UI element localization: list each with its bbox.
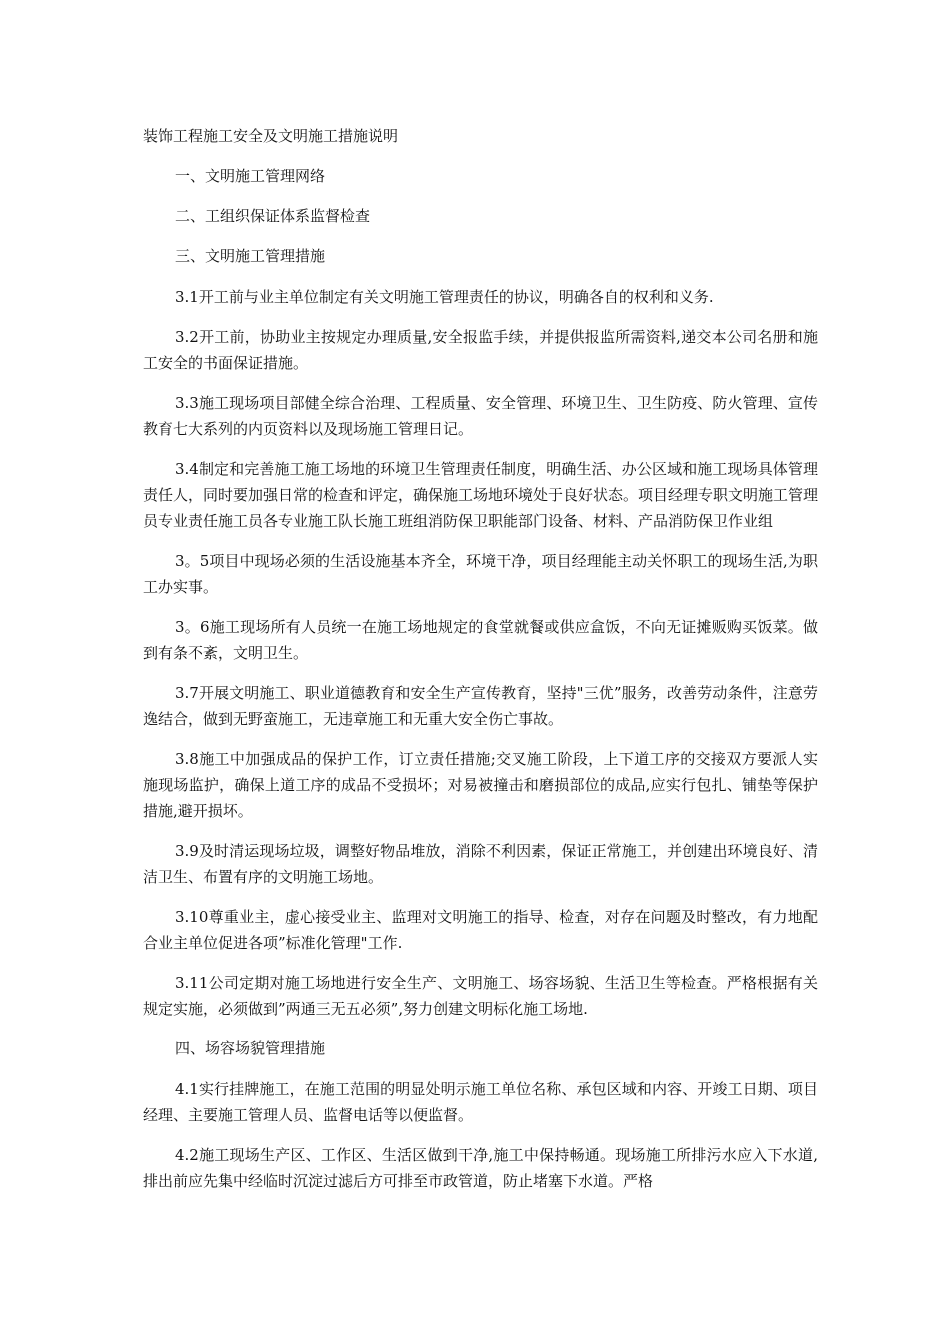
paragraph-4-2: 4.2施工现场生产区、工作区、生活区做到干净,施工中保持畅通。现场施工所排污水应入下水道,排出前应先集中经临时沉淀过滤后方可排至市政管道，防止堵塞下水道。严格 — [143, 1146, 818, 1190]
paragraph-3-4: 3.4制定和完善施工施工场地的环境卫生管理责任制度，明确生活、办公区域和施工现场具体管理责任人，同时要加强日常的检查和评定，确保施工场地环境处于良好状态。项目经理专职文明施工管理员专业责任施工员各专业施工队长施工班组消防保卫职能部门设备、材料、产品消防保卫作业组 — [143, 460, 819, 530]
paragraph-3-8: 3.8施工中加强成品的保护工作，订立责任措施;交叉施工阶段，上下道工序的交接双方要派人实施现场监护，确保上道工序的成品不受损坏；对易被撞击和磨损部位的成品,应实行包扎、铺垫等保护措施,避开损坏。 — [143, 750, 818, 820]
paragraph-3-7: 3.7开展文明施工、职业道德教育和安全生产宣传教育，坚持"三优”服务，改善劳动条件，注意劳逸结合，做到无野蛮施工，无违章施工和无重大安全伤亡事故。 — [143, 684, 818, 728]
paragraph-3-10: 3.10尊重业主，虚心接受业主、监理对文明施工的指导、检查，对存在问题及时整改，有力地配合业主单位促进各项”标准化管理"工作. — [143, 908, 818, 952]
paragraph-3-9: 3.9及时清运现场垃圾，调整好物品堆放，消除不利因素，保证正常施工，并创建出环境良好、清洁卫生、布置有序的文明施工场地。 — [143, 842, 818, 886]
section-heading-3: 三、文明施工管理措施 — [175, 247, 326, 265]
paragraph-3-1: 3.1开工前与业主单位制定有关文明施工管理责任的协议，明确各自的权利和义务. — [175, 288, 714, 306]
section-heading-2: 二、工组织保证体系监督检查 — [175, 207, 371, 225]
section-heading-4: 四、场容场貌管理措施 — [175, 1039, 326, 1057]
paragraph-4-1: 4.1实行挂牌施工，在施工范围的明显处明示施工单位名称、承包区域和内容、开竣工日期、项目经理、主要施工管理人员、监督电话等以便监督。 — [143, 1080, 818, 1124]
paragraph-3-11: 3.11公司定期对施工场地进行安全生产、文明施工、场容场貌、生活卫生等检查。严格根据有关规定实施，必须做到”两通三无五必须”,努力创建文明标化施工场地. — [143, 974, 818, 1018]
paragraph-3-5: 3。5项目中现场必须的生活设施基本齐全，环境干净，项目经理能主动关怀职工的现场生活,为职工办实事。 — [143, 552, 818, 596]
section-heading-1: 一、文明施工管理网络 — [175, 167, 326, 185]
paragraph-3-3: 3.3施工现场项目部健全综合治理、工程质量、安全管理、环境卫生、卫生防疫、防火管理、宣传教育七大系列的内页资料以及现场施工管理日记。 — [143, 394, 818, 438]
paragraph-3-2: 3.2开工前，协助业主按规定办理质量,安全报监手续，并提供报监所需资料,递交本公司名册和施工安全的书面保证措施。 — [143, 328, 818, 372]
document-title: 装饰工程施工安全及文明施工措施说明 — [143, 127, 399, 145]
paragraph-3-6: 3。6施工现场所有人员统一在施工场地规定的食堂就餐或供应盒饭，不向无证摊贩购买饭菜。做到有条不紊，文明卫生。 — [143, 618, 818, 662]
document-page — [143, 124, 818, 1208]
